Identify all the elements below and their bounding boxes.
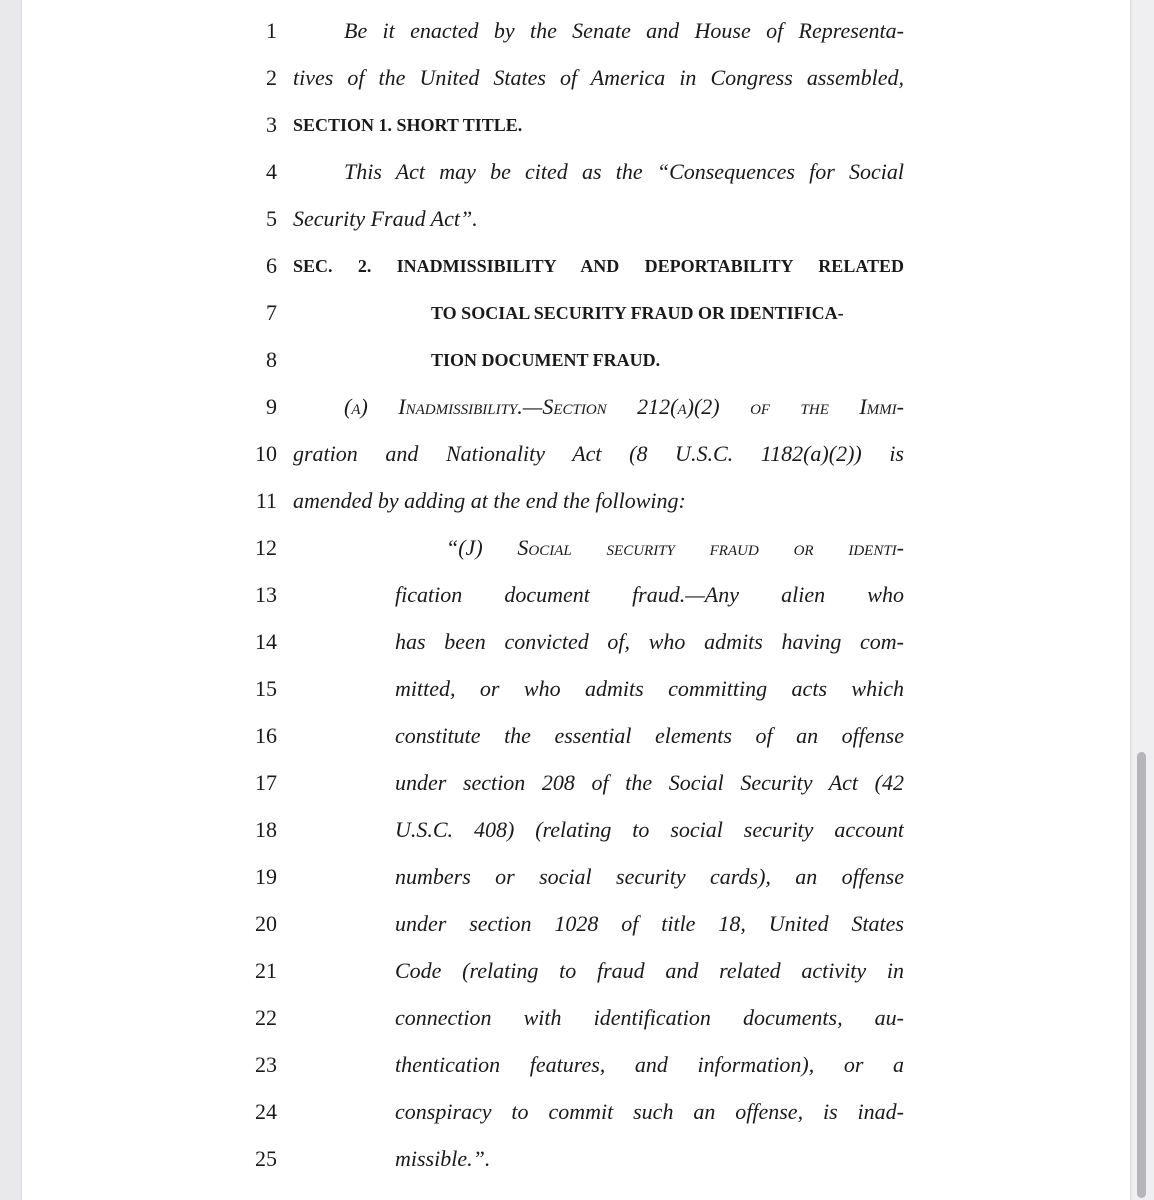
scrollbar-thumb[interactable] [1137,752,1146,1198]
line-text: thentication features, and information), or a [395,1052,904,1077]
line-number: 22 [255,1005,277,1030]
text-line [22,293,1130,333]
text-line [22,199,1130,239]
line-number: 25 [255,1146,277,1171]
line-text: constitute the essential elements of an offense [395,723,904,748]
line-text: mitted, or who admits committing acts which [395,676,904,701]
line-number: 8 [266,347,277,372]
line-number: 21 [255,958,277,983]
section-heading: SECTION 1. SHORT TITLE. [293,115,523,135]
text-line [22,340,1130,380]
text-line [22,763,1130,803]
line-text: numbers or social security cards), an offense [395,864,904,889]
text-line [22,387,1130,427]
text-line [22,1045,1130,1085]
vertical-scrollbar[interactable] [1132,0,1154,1200]
section-heading: TO SOCIAL SECURITY FRAUD OR IDENTIFICA- [431,303,844,323]
text-line [22,951,1130,991]
text-line [22,575,1130,615]
line-number: 11 [255,488,277,513]
text-line [22,528,1130,568]
line-number: 9 [266,394,277,419]
text-line [22,1139,1130,1179]
text-line [22,152,1130,192]
text-line [22,1092,1130,1132]
line-number: 5 [266,206,277,231]
line-number: 1 [266,18,277,43]
line-number: 10 [255,441,277,466]
line-text: under section 1028 of title 18, United States [395,911,904,936]
text-line [22,998,1130,1038]
text-line [22,716,1130,756]
text-line [22,11,1130,51]
line-text: amended by adding at the end the following: [293,488,686,513]
text-line [22,246,1130,286]
text-line [22,622,1130,662]
line-text: connection with identification documents, au- [395,1005,904,1030]
line-number: 17 [255,770,277,795]
line-text: has been convicted of, who admits having com- [395,629,904,654]
line-text: conspiracy to commit such an offense, is inad- [395,1099,904,1124]
line-text: (a) Inadmissibility.—Section 212(a)(2) of the Immi- [344,394,904,419]
line-text: Code (relating to fraud and related activity in [395,958,904,983]
text-line [22,669,1130,709]
line-number: 16 [255,723,277,748]
line-text: missible.”. [395,1146,491,1171]
text-line [22,434,1130,474]
text-line [22,58,1130,98]
line-number: 7 [266,300,277,325]
text-line [22,857,1130,897]
section-heading: TION DOCUMENT FRAUD. [431,350,661,370]
line-number: 12 [255,535,277,560]
line-number: 20 [255,911,277,936]
line-text: under section 208 of the Social Security Act (42 [395,770,904,795]
line-number: 4 [266,159,277,184]
section-heading: SEC. 2. INADMISSIBILITY AND DEPORTABILITY RELATED [293,256,904,276]
line-number: 2 [266,65,277,90]
line-text: fication document fraud.—Any alien who [395,582,904,607]
text-line [22,481,1130,521]
line-text: gration and Nationality Act (8 U.S.C. 1182(a)(2)) is [293,441,904,466]
line-number: 3 [266,112,277,137]
line-text: U.S.C. 408) (relating to social security account [395,817,904,842]
line-text: Be it enacted by the Senate and House of Representa- [344,18,904,43]
line-number: 18 [255,817,277,842]
line-number: 13 [255,582,277,607]
line-text: “(J) Social security fraud or identi- [446,535,904,560]
line-text: Security Fraud Act”. [293,206,478,231]
text-line [22,105,1130,145]
document-page [22,0,1130,1200]
line-number: 14 [255,629,277,654]
line-text: This Act may be cited as the “Consequences for Social [344,159,904,184]
text-line [22,904,1130,944]
text-line [22,810,1130,850]
line-number: 24 [255,1099,277,1124]
line-number: 19 [255,864,277,889]
line-number: 6 [266,253,277,278]
line-number: 23 [255,1052,277,1077]
line-text: tives of the United States of America in Congress assembled, [293,65,904,90]
line-number: 15 [255,676,277,701]
